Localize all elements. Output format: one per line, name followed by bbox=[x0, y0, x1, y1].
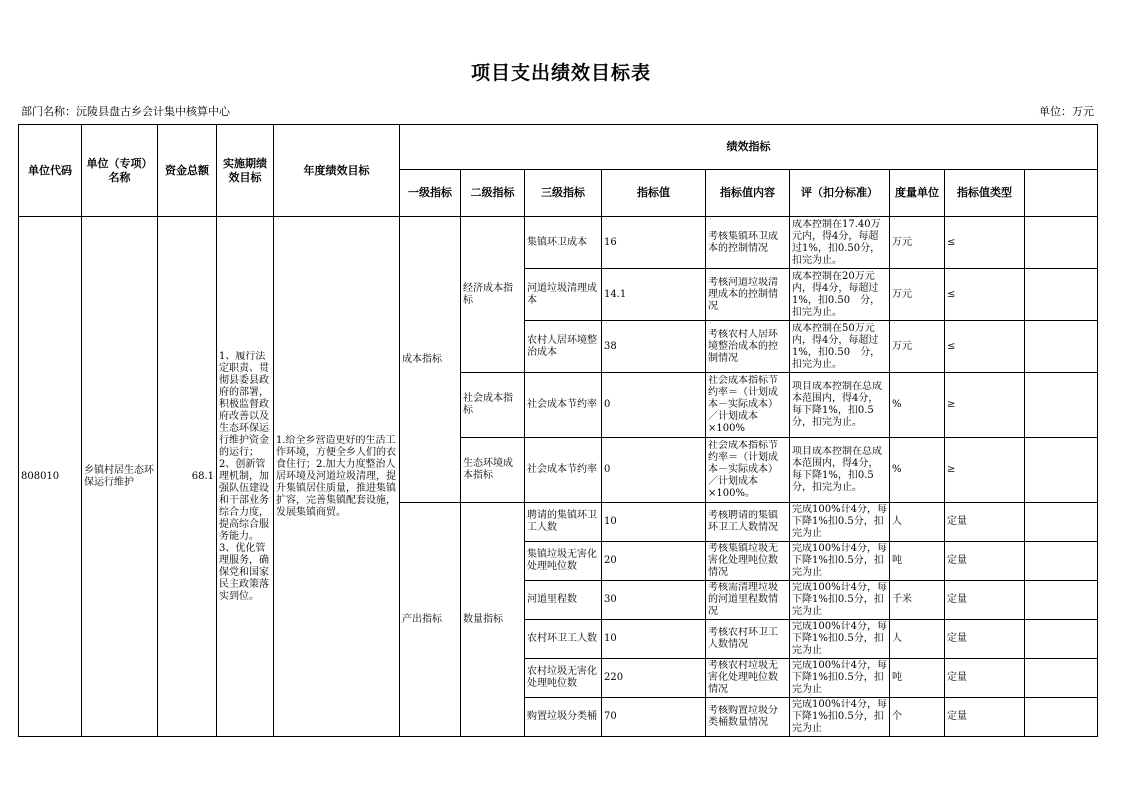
unit-name-text: 乡镇村居生态环保运行维护 bbox=[84, 464, 154, 488]
header-unit-code: 单位代码 bbox=[19, 125, 82, 217]
level3-cell: 社会成本节约率 bbox=[525, 373, 602, 438]
scoring-text: 项目成本控制在总成本范围内，得4分，每下降1%，扣0.5分，扣完为止。 bbox=[792, 381, 882, 428]
content-cell bbox=[706, 542, 790, 581]
scoring-cell bbox=[790, 217, 890, 269]
scoring-text: 成本控制在17.40万元内，得4分，每超过1%，扣0.50分，扣完为止。 bbox=[792, 218, 881, 266]
content-text: 社会成本指标节约率＝（计划成本－实际成本）／计划成本×100% bbox=[708, 375, 778, 434]
value-cell: 20 bbox=[602, 542, 706, 581]
unit-cell: 千米 bbox=[890, 581, 945, 620]
type-cell: ≥ bbox=[945, 438, 1025, 503]
level2-eco-cell: 生态环境成本指标 bbox=[461, 438, 525, 503]
value-cell: 14.1 bbox=[602, 269, 706, 321]
scoring-cell bbox=[790, 659, 890, 698]
fund-total-cell: 68.1 bbox=[158, 217, 217, 737]
scoring-text: 项目成本控制在总成本范围内，得4分，每下降1%，扣0.5分，扣完为止。 bbox=[792, 446, 882, 493]
annual-goal-text: 1.给全乡营造更好的生活工作环境，方便全乡人们的衣食住行；2.加大力度整治人居环境及河道垃圾清理，提升集镇居住质量，推进集镇扩容，完善集镇配套设施，发展集镇商贸。 bbox=[276, 434, 396, 518]
value-cell: 0 bbox=[602, 438, 706, 503]
content-cell bbox=[706, 217, 790, 269]
type-cell: 定量 bbox=[945, 659, 1025, 698]
value-cell: 0 bbox=[602, 373, 706, 438]
content-text: 考核集镇环卫成本的控制情况 bbox=[708, 230, 778, 254]
unit-code-cell: 808010 bbox=[19, 217, 82, 737]
unit-name-cell bbox=[82, 217, 158, 737]
header-scoring: 评（扣分标准） bbox=[790, 170, 890, 217]
note-cell bbox=[1025, 659, 1098, 698]
type-cell: ≥ bbox=[945, 373, 1025, 438]
scoring-cell bbox=[790, 581, 890, 620]
content-cell bbox=[706, 620, 790, 659]
unit-cell: 人 bbox=[890, 620, 945, 659]
header-period-goal: 实施期绩效目标 bbox=[217, 125, 274, 217]
scoring-cell bbox=[790, 503, 890, 542]
scoring-text: 完成100%计4分，每下降1%扣0.5分，扣完为止 bbox=[792, 699, 887, 734]
note-cell bbox=[1025, 438, 1098, 503]
content-cell bbox=[706, 659, 790, 698]
level3-cell: 农村垃圾无害化处理吨位数 bbox=[525, 659, 602, 698]
level3-cell: 社会成本节约率 bbox=[525, 438, 602, 503]
note-cell bbox=[1025, 620, 1098, 659]
note-cell bbox=[1025, 217, 1098, 269]
value-cell: 10 bbox=[602, 503, 706, 542]
table-row bbox=[19, 217, 1098, 269]
unit-cell: 万元 bbox=[890, 217, 945, 269]
scoring-text: 完成100%计4分，每下降1%扣0.5分，扣完为止 bbox=[792, 621, 887, 656]
unit-cell: % bbox=[890, 438, 945, 503]
header-measure-unit: 度量单位 bbox=[890, 170, 945, 217]
header-annual-goal: 年度绩效目标 bbox=[274, 125, 400, 217]
level2-economic-cell: 经济成本指标 bbox=[461, 217, 525, 373]
note-cell bbox=[1025, 503, 1098, 542]
level3-cell: 集镇垃圾无害化处理吨位数 bbox=[525, 542, 602, 581]
content-text: 考核聘请的集镇环卫工人数情况 bbox=[708, 510, 778, 533]
scoring-cell bbox=[790, 269, 890, 321]
page-title: 项目支出绩效目标表 bbox=[470, 62, 651, 84]
department-label: 部门名称：沅陵县盘古乡会计集中核算中心 bbox=[21, 105, 230, 118]
content-text: 考核农村环卫工人数情况 bbox=[708, 627, 778, 650]
content-cell bbox=[706, 698, 790, 737]
note-cell bbox=[1025, 321, 1098, 373]
header-value: 指标值 bbox=[602, 170, 706, 217]
content-text: 社会成本指标节约率＝（计划成本－实际成本）／计划成本×100%。 bbox=[708, 440, 778, 499]
content-text: 考核农村人居环境整治成本的控制情况 bbox=[708, 328, 778, 364]
header-level1: 一级指标 bbox=[400, 170, 461, 217]
scoring-text: 完成100%计4分，每下降1%扣0.5分，扣完为止 bbox=[792, 504, 887, 539]
content-cell bbox=[706, 321, 790, 373]
scoring-text: 完成100%计4分，每下降1%扣0.5分，扣完为止 bbox=[792, 582, 887, 617]
level3-cell: 河道垃圾清理成本 bbox=[525, 269, 602, 321]
header-performance-indicators: 绩效指标 bbox=[400, 125, 1098, 170]
header-unit-name: 单位（专项）名称 bbox=[82, 125, 158, 217]
note-cell bbox=[1025, 373, 1098, 438]
period-goal-cell bbox=[217, 217, 274, 737]
scoring-text: 成本控制在50万元内，得4分，每超过1%，扣0.50 分，扣完为止。 bbox=[792, 322, 881, 370]
type-cell: ≤ bbox=[945, 217, 1025, 269]
level3-cell: 农村人居环境整治成本 bbox=[525, 321, 602, 373]
annual-goal-cell bbox=[274, 217, 400, 737]
unit-cell: 万元 bbox=[890, 269, 945, 321]
level3-cell: 集镇环卫成本 bbox=[525, 217, 602, 269]
header-row-1 bbox=[19, 125, 1098, 170]
scoring-text: 成本控制在20万元内，得4分，每超过1%，扣0.50 分，扣完为止。 bbox=[792, 270, 881, 318]
level1-output-cell: 产出指标 bbox=[400, 503, 461, 737]
level3-cell: 农村环卫工人数 bbox=[525, 620, 602, 659]
value-cell: 38 bbox=[602, 321, 706, 373]
header-note bbox=[1025, 170, 1098, 217]
unit-cell: 吨 bbox=[890, 542, 945, 581]
level2-quantity-cell: 数量指标 bbox=[461, 503, 525, 737]
unit-cell: 吨 bbox=[890, 659, 945, 698]
note-cell bbox=[1025, 542, 1098, 581]
value-cell: 220 bbox=[602, 659, 706, 698]
content-cell bbox=[706, 373, 790, 438]
value-cell: 10 bbox=[602, 620, 706, 659]
content-text: 考核需清理垃圾的河道里程数情况 bbox=[708, 582, 778, 617]
header-level2: 二级指标 bbox=[461, 170, 525, 217]
content-text: 考核河道垃圾清理成本的控制情况 bbox=[708, 276, 778, 312]
content-cell bbox=[706, 503, 790, 542]
type-cell: ≤ bbox=[945, 321, 1025, 373]
note-cell bbox=[1025, 698, 1098, 737]
unit-cell: 人 bbox=[890, 503, 945, 542]
scoring-text: 完成100%计4分，每下降1%扣0.5分，扣完为止 bbox=[792, 660, 887, 695]
content-text: 考核集镇垃圾无害化处理吨位数情况 bbox=[708, 543, 778, 578]
scoring-cell bbox=[790, 373, 890, 438]
value-cell: 16 bbox=[602, 217, 706, 269]
scoring-cell bbox=[790, 438, 890, 503]
type-cell: 定量 bbox=[945, 620, 1025, 659]
level3-cell: 河道里程数 bbox=[525, 581, 602, 620]
type-cell: 定量 bbox=[945, 581, 1025, 620]
performance-target-table bbox=[18, 124, 1098, 737]
level2-social-cell: 社会成本指标 bbox=[461, 373, 525, 438]
scoring-text: 完成100%计4分，每下降1%扣0.5分，扣完为止 bbox=[792, 543, 887, 578]
header-level3: 三级指标 bbox=[525, 170, 602, 217]
scoring-cell bbox=[790, 698, 890, 737]
content-cell bbox=[706, 438, 790, 503]
header-fund-total: 资金总额 bbox=[158, 125, 217, 217]
level3-cell: 聘请的集镇环卫工人数 bbox=[525, 503, 602, 542]
unit-cell: 万元 bbox=[890, 321, 945, 373]
value-cell: 30 bbox=[602, 581, 706, 620]
header-value-type: 指标值类型 bbox=[945, 170, 1025, 217]
level1-cost-cell: 成本指标 bbox=[400, 217, 461, 503]
value-cell: 70 bbox=[602, 698, 706, 737]
note-cell bbox=[1025, 581, 1098, 620]
scoring-cell bbox=[790, 620, 890, 659]
currency-unit-label: 单位：万元 bbox=[1039, 105, 1094, 118]
content-cell bbox=[706, 269, 790, 321]
scoring-cell bbox=[790, 321, 890, 373]
level3-cell: 购置垃圾分类桶 bbox=[525, 698, 602, 737]
type-cell: 定量 bbox=[945, 542, 1025, 581]
header-value-content: 指标值内容 bbox=[706, 170, 790, 217]
type-cell: 定量 bbox=[945, 698, 1025, 737]
content-text: 考核农村垃圾无害化处理吨位数情况 bbox=[708, 660, 778, 695]
unit-cell: % bbox=[890, 373, 945, 438]
scoring-cell bbox=[790, 542, 890, 581]
content-cell bbox=[706, 581, 790, 620]
type-cell: 定量 bbox=[945, 503, 1025, 542]
note-cell bbox=[1025, 269, 1098, 321]
unit-cell: 个 bbox=[890, 698, 945, 737]
type-cell: ≤ bbox=[945, 269, 1025, 321]
period-goal-text: 1、履行法定职责、贯彻县委县政府的部署，积极监督政府改善以及生态环保运行维护资金的运行；2、创新管理机制，加强队伍建设和干部业务综合力度，提高综合服务能力。3、优化管理服务，确保党和国家民主政策落实到位。 bbox=[219, 350, 269, 602]
content-text: 考核购置垃圾分类桶数量情况 bbox=[708, 705, 778, 728]
